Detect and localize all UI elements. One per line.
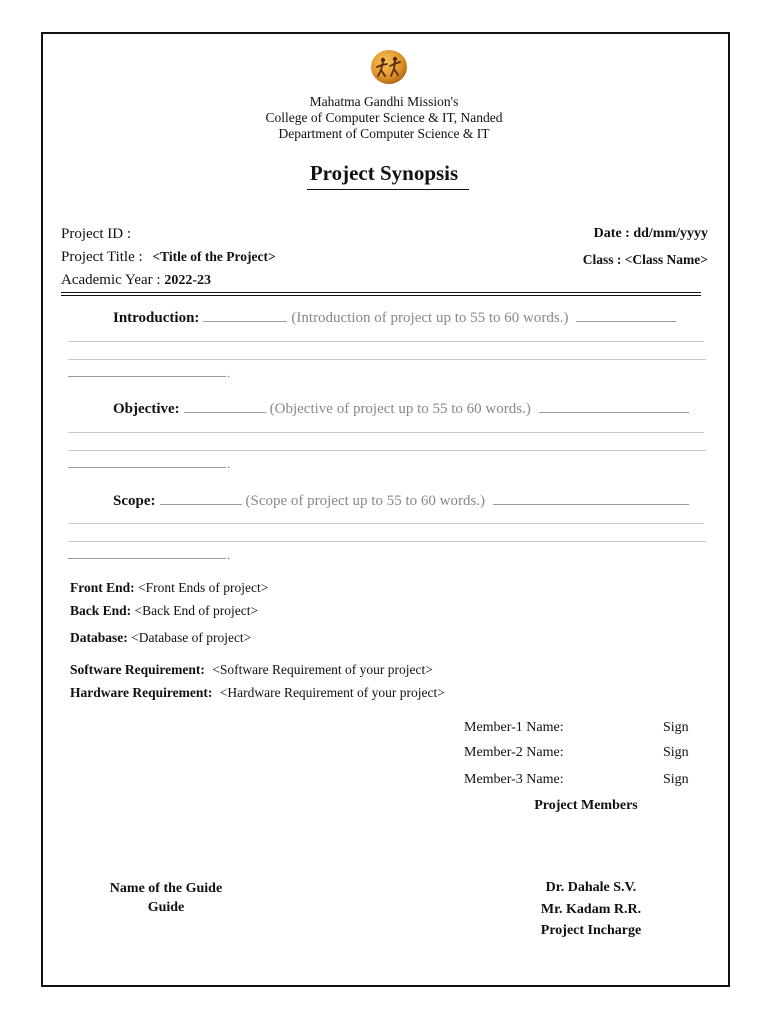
- college-logo: [370, 49, 408, 85]
- introduction-label: Introduction:: [113, 310, 200, 326]
- hardware-requirement-row: [70, 685, 445, 701]
- member-1-name-label: Member-1 Name:: [464, 720, 564, 735]
- class-field: Class : <Class Name>: [582, 252, 708, 267]
- project-id-label: Project ID :: [61, 226, 131, 242]
- database-label: Database:: [70, 630, 128, 645]
- member-2-name-label: Member-2 Name:: [464, 745, 564, 760]
- project-title-row: [61, 249, 276, 266]
- objective-blank-line-3: [68, 467, 226, 468]
- member-3-sign: Sign: [663, 772, 689, 787]
- guide-caption: Guide: [147, 900, 185, 915]
- scope-blank-line-3: [68, 558, 226, 559]
- software-requirement-value: <Software Requirement of your project>: [212, 662, 433, 677]
- date-field: Date : dd/mm/yyyy: [593, 226, 708, 241]
- front-end-label: Front End:: [70, 580, 135, 595]
- scope-label: Scope:: [113, 493, 156, 509]
- scope-blank-line-1: [68, 523, 704, 524]
- introduction-blank-line-1: [68, 341, 704, 342]
- member-2-sign: Sign: [663, 745, 689, 760]
- objective-blank-line-2: [68, 450, 706, 451]
- introduction-hint: (Introduction of project up to 55 to 60 words.): [291, 310, 569, 326]
- incharge-name-2: Mr. Kadam R.R.: [540, 902, 642, 917]
- introduction-blank-line-3: [68, 376, 226, 377]
- objective-line: [113, 398, 689, 418]
- project-incharge-caption: Project Incharge: [540, 923, 642, 938]
- objective-label: Objective:: [113, 401, 180, 417]
- back-end-value: <Back End of project>: [134, 603, 259, 618]
- database-value: <Database of project>: [131, 630, 252, 645]
- objective-blank-line-1: [68, 432, 704, 433]
- scope-hint: (Scope of project up to 55 to 60 words.): [245, 493, 486, 509]
- front-end-row: [70, 580, 268, 596]
- introduction-blank-line-2: [68, 359, 706, 360]
- hardware-requirement-value: <Hardware Requirement of your project>: [219, 685, 445, 700]
- guide-name-label: Name of the Guide: [109, 881, 223, 896]
- objective-hint: (Objective of project up to 55 to 60 words.): [269, 401, 531, 417]
- software-requirement-label: Software Requirement:: [70, 662, 205, 677]
- incharge-name-1: Dr. Dahale S.V.: [545, 880, 637, 895]
- org-name: Mahatma Gandhi Mission's: [309, 94, 459, 109]
- scope-blank-line-2: [68, 541, 706, 542]
- software-requirement-row: [70, 662, 433, 678]
- academic-year-label: Academic Year :: [61, 272, 161, 288]
- project-title-label: Project Title :: [61, 249, 143, 265]
- scope-line: [113, 490, 689, 510]
- back-end-label: Back End:: [70, 603, 132, 618]
- hardware-requirement-label: Hardware Requirement:: [70, 685, 213, 700]
- back-end-row: [70, 603, 258, 619]
- academic-year-row: [61, 272, 211, 289]
- project-title-value: <Title of the Project>: [152, 249, 276, 264]
- header-separator: [61, 292, 701, 296]
- introduction-line: [113, 307, 676, 327]
- front-end-value: <Front Ends of project>: [138, 580, 269, 595]
- title-underline: [307, 189, 469, 190]
- page-title: Project Synopsis: [309, 161, 459, 185]
- member-3-name-label: Member-3 Name:: [464, 772, 564, 787]
- department-name: Department of Computer Science & IT: [278, 126, 490, 141]
- project-members-caption: Project Members: [534, 798, 638, 813]
- database-row: [70, 630, 251, 646]
- academic-year-value: 2022-23: [164, 273, 211, 288]
- member-1-sign: Sign: [663, 720, 689, 735]
- college-name: College of Computer Science & IT, Nanded: [265, 110, 503, 125]
